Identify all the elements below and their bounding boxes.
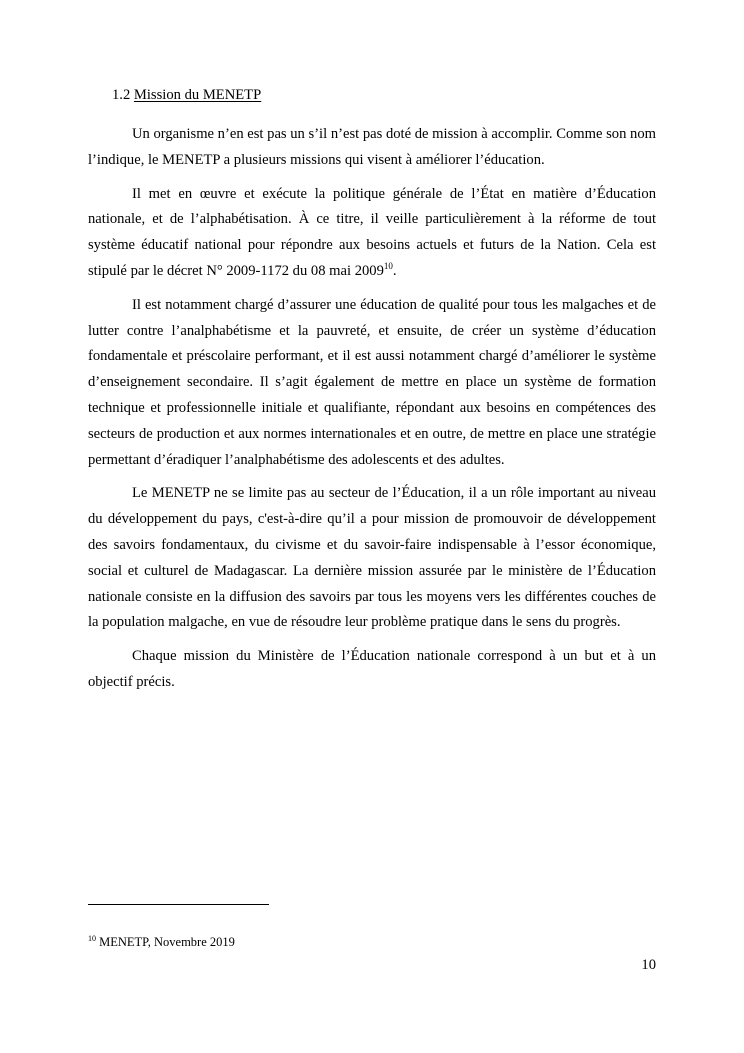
paragraph-2-text: Il met en œuvre et exécute la politique générale de l’État en matière d’Éducation nationale, et de l’alphabétisation. À ce titre, il veille particulièrement à la réforme de tout système éducatif national pour répondre aux besoins actuels et futurs de la Nation. Cela est stipulé par le décret N° 2009-1172 du 08 mai 2009 bbox=[88, 185, 656, 279]
paragraph-1: Un organisme n’en est pas un s’il n’est pas doté de mission à accomplir. Comme son nom l’indique, le MENETP a plusieurs missions qui visent à améliorer l’éducation. bbox=[88, 126, 656, 168]
page-number: 10 bbox=[641, 957, 656, 973]
body-text bbox=[88, 122, 656, 704]
footnote-number: 10 bbox=[88, 933, 96, 943]
section-heading bbox=[112, 86, 261, 104]
footnote-text: MENETP, Novembre 2019 bbox=[96, 935, 235, 949]
footnote-reference: 10 bbox=[383, 261, 393, 272]
paragraph-4: Le MENETP ne se limite pas au secteur de l’Éducation, il a un rôle important au niveau du développement du pays, c'est-à-dire qu’il a pour mission de promouvoir de développement des savoirs fondamentaux, du civisme et du savoir-faire indispensable à l’essor économique, social et culturel de Madagascar. La dernière mission assurée par le ministère de l’Éducation nationale consiste en la diffusion des savoirs par tous les moyens vers les différentes couches de la population malgache, en vue de résoudre leur problème pratique dans le sens du progrès. bbox=[88, 485, 656, 631]
paragraph-5: Chaque mission du Ministère de l’Éducation nationale correspond à un but et à un objectif précis. bbox=[88, 648, 656, 690]
paragraph-2-end: . bbox=[392, 262, 397, 279]
paragraph-2 bbox=[88, 182, 656, 285]
paragraph-3: Il est notamment chargé d’assurer une éducation de qualité pour tous les malgaches et de lutter contre l’analphabétisme et la pauvreté, et ensuite, de créer un système d’éducation fondamentale et préscolaire performant, et il est aussi notamment chargé d’améliorer le système d’enseignement secondaire. Il s’agit également de mettre en place un système de formation technique et professionnelle initiale et qualifiante, répondant aux besoins en compétences des secteurs de production et aux normes internationales et en outre, de mettre en place une stratégie permettant d’éradiquer l’analphabétisme des adolescents et des adultes. bbox=[88, 296, 656, 468]
footnote bbox=[88, 934, 235, 950]
footnote-separator bbox=[88, 904, 269, 905]
section-number: 1.2 bbox=[112, 87, 131, 103]
section-title: Mission du MENETP bbox=[133, 87, 262, 103]
